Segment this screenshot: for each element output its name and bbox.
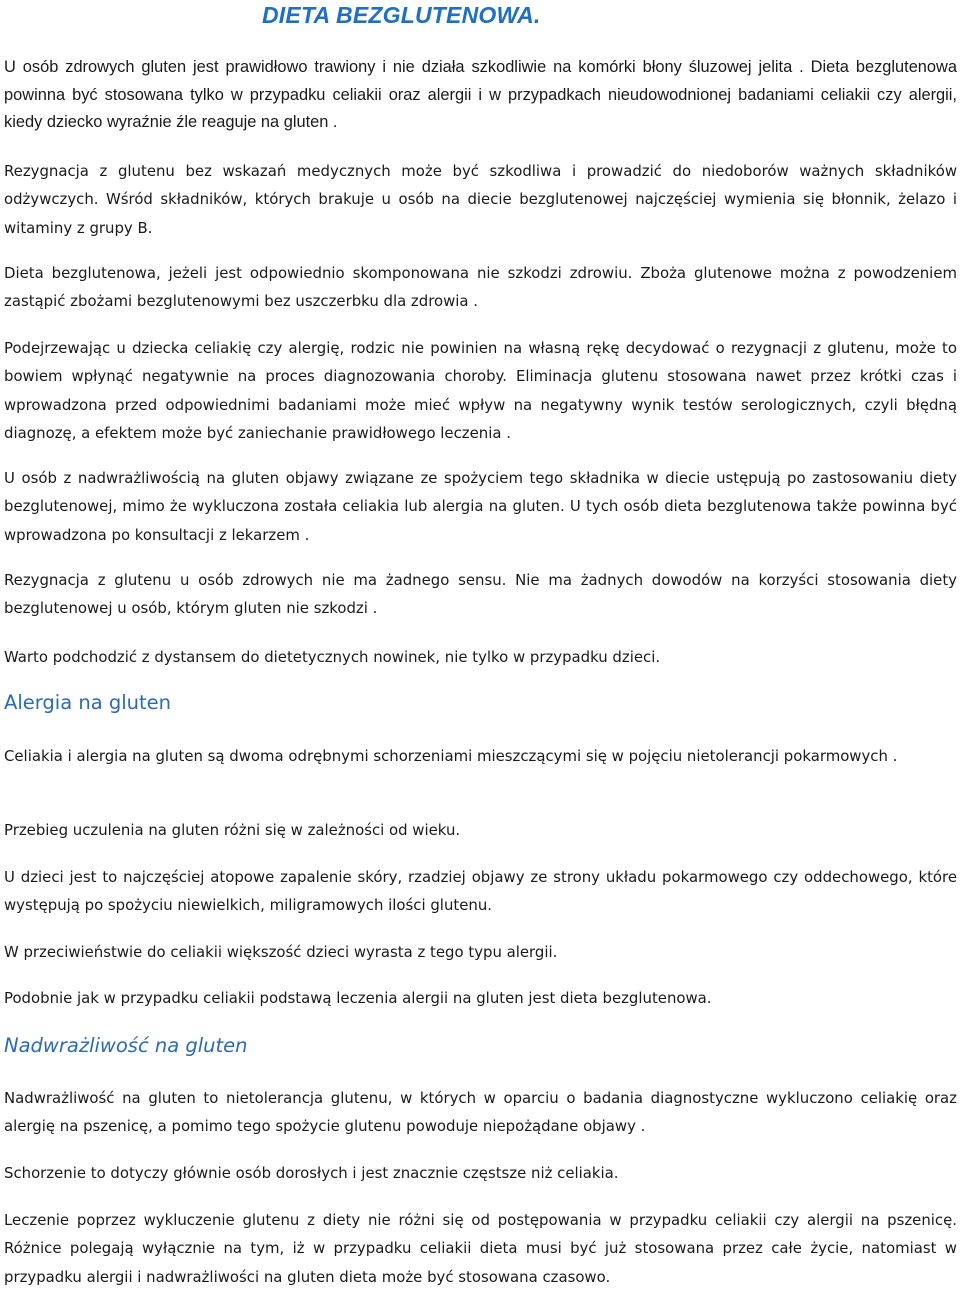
paragraph-allergy-3: U dzieci jest to najczęściej atopowe zapalenie skóry, rzadziej objawy ze strony układu pokarmowego czy oddechowego, które występują po spożyciu niewielkich, miligramowych ilości glutenu. [4,868,957,915]
paragraph-sensitivity-2: Schorzenie to dotyczy głównie osób dorosłych i jest znacznie częstsze niż celiakia. [4,1164,619,1182]
page-title: DIETA BEZGLUTENOWA. [262,2,541,28]
paragraph-novelties: Warto podchodzić z dystansem do dietetycznych nowinek, nie tylko w przypadku dzieci. [4,648,661,666]
paragraph-sensitivity-1: Nadwrażliwość na gluten to nietolerancja glutenu, w których w oparciu o badania diagnostyczne wykluczono celiakię oraz alergię na pszenicę, a pomimo tego spożycie glutenu powoduje niepożądane objawy . [4,1089,957,1136]
paragraph-resignation: Rezygnacja z glutenu bez wskazań medycznych może być szkodliwa i prowadzić do niedoborów ważnych składników odżywczych. Wśród składników, których brakuje u osób na diecie bezglutenowej najczęściej wymienia się błonnik, żelazo i witaminy z grupy B. [4,162,957,237]
paragraph-allergy-4: W przeciwieństwie do celiakii większość dzieci wyrasta z tego typu alergii. [4,943,558,961]
paragraph-gluten-free-diet: Dieta bezglutenowa, jeżeli jest odpowiednio skomponowana nie szkodzi zdrowiu. Zboża glutenowe można z powodzeniem zastąpić zbożami bezglutenowymi bez uszczerbku dla zdrowia . [4,264,957,311]
paragraph-sensitivity-3: Leczenie poprzez wykluczenie glutenu z diety nie różni się od postępowania w przypadku celiakii czy alergii na pszenicę. Różnice polegają wyłącznie na tym, iż w przypadku celiakii dieta musi być już stosowana przez całe życie, natomiast w przypadku alergii i nadwrażliwości na gluten dieta może być stosowana czasowo. [4,1211,957,1286]
paragraph-healthy-people: Rezygnacja z glutenu u osób zdrowych nie ma żadnego sensu. Nie ma żadnych dowodów na korzyści stosowania diety bezglutenowej u osób, którym gluten nie szkodzi . [4,571,957,618]
paragraph-allergy-1: Celiakia i alergia na gluten są dwoma odrębnymi schorzeniami mieszczącymi się w pojęciu nietolerancji pokarmowych . [4,747,898,765]
paragraph-intro: U osób zdrowych gluten jest prawidłowo trawiony i nie działa szkodliwie na komórki błony śluzowej jelita . Dieta bezglutenowa powinna być stosowana tylko w przypadku celiakii oraz alergii i w przypadkach nieudowodnionej badaniami celiakii czy alergii, kiedy dziecko wyraźnie źle reaguje na gluten . [4,58,957,131]
section-heading-sensitivity: Nadwrażliwość na gluten [4,1034,248,1057]
section-heading-allergy: Alergia na gluten [4,691,172,714]
paragraph-sensitivity-symptoms: U osób z nadwrażliwością na gluten objawy związane ze spożyciem tego składnika w diecie ustępują po zastosowaniu diety bezglutenowej, mimo że wykluczona została celiakia lub alergia na gluten. U tych osób dieta bezglutenowa także powinna być wprowadzona po konsultacji z lekarzem . [4,469,957,544]
paragraph-allergy-2: Przebieg uczulenia na gluten różni się w zależności od wieku. [4,821,461,839]
paragraph-suspicion: Podejrzewając u dziecka celiakię czy alergię, rodzic nie powinien na własną rękę decydować o rezygnacji z glutenu, może to bowiem wpłynąć negatywnie na proces diagnozowania choroby. Eliminacja glutenu stosowana nawet przez krótki czas i wprowadzona przed odpowiednimi badaniami może mieć wpływ na negatywny wynik testów serologicznych, czyli błędną diagnozę, a efektem może być zaniechanie prawidłowego leczenia . [4,339,957,443]
paragraph-allergy-5: Podobnie jak w przypadku celiakii podstawą leczenia alergii na gluten jest dieta bezglutenowa. [4,989,712,1007]
